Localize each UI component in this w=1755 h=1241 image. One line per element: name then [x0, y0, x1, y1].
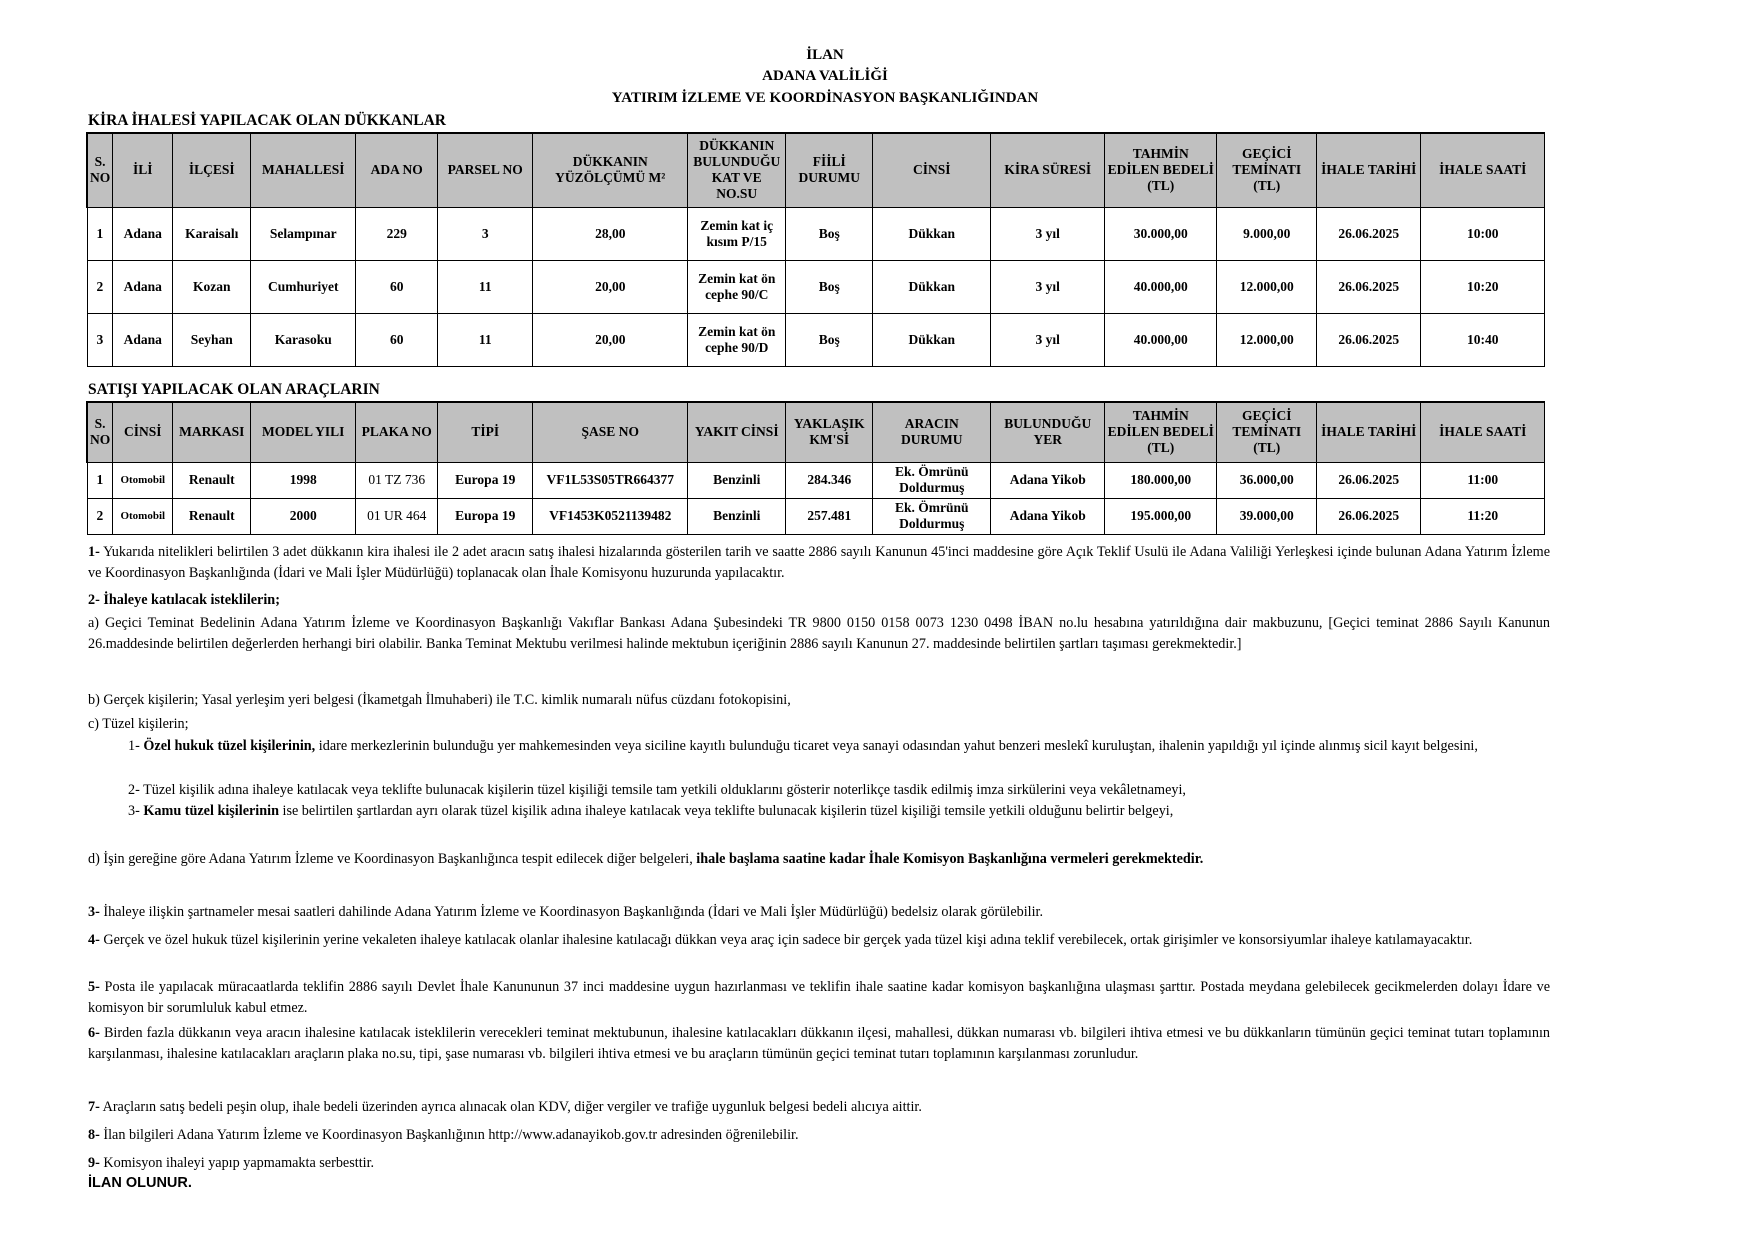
shops-cell: 1: [87, 207, 113, 260]
shops-column-header: ADA NO: [356, 133, 438, 207]
vehicles-cell: 01 TZ 736: [356, 462, 438, 498]
paragraph-6-number: 6-: [88, 1025, 100, 1041]
shops-column-header: DÜKKANIN BULUNDUĞU KAT VE NO.SU: [688, 133, 786, 207]
shops-cell: 3 yıl: [991, 260, 1105, 313]
vehicles-cell: 11:20: [1421, 498, 1545, 534]
vehicles-cell: Ek. Ömrünü Doldurmuş: [873, 462, 991, 498]
vehicles-cell: 26.06.2025: [1317, 498, 1421, 534]
shops-column-header: TAHMİN EDİLEN BEDELİ (TL): [1105, 133, 1217, 207]
table-row: [87, 207, 1545, 260]
paragraph-8: [88, 1125, 1550, 1146]
shops-cell: 20,00: [533, 313, 688, 366]
table-row: [87, 260, 1545, 313]
vehicles-column-header: YAKLAŞIK KM'Sİ: [786, 402, 873, 462]
vehicles-cell: VF1L53S05TR664377: [533, 462, 688, 498]
vehicles-cell: Europa 19: [438, 462, 533, 498]
header-line-2: ADANA VALİLİĞİ: [762, 68, 888, 84]
shops-column-header: KİRA SÜRESİ: [991, 133, 1105, 207]
paragraph-3-number: 3-: [88, 904, 100, 920]
vehicles-cell: Otomobil: [113, 498, 173, 534]
shops-cell: 40.000,00: [1105, 260, 1217, 313]
paragraph-9-text: Komisyon ihaleyi yapıp yapmamakta serbesttir.: [99, 1155, 375, 1171]
header-line-1: İLAN: [806, 47, 844, 63]
shops-cell: 229: [356, 207, 438, 260]
vehicles-cell: Benzinli: [688, 498, 786, 534]
paragraph-8-text: İlan bilgileri Adana Yatırım İzleme ve Koordinasyon Başkanlığının http://www.adanayikob.gov.tr adresinden öğrenilebilir.: [99, 1127, 799, 1143]
shops-cell: 11: [438, 260, 533, 313]
shops-cell: 26.06.2025: [1317, 313, 1421, 366]
shops-cell: 10:40: [1421, 313, 1545, 366]
vehicles-column-header: YAKIT CİNSİ: [688, 402, 786, 462]
vehicles-cell: 2: [87, 498, 113, 534]
shops-cell: Boş: [786, 260, 873, 313]
paragraph-2c-3-number: 3-: [128, 803, 144, 819]
vehicles-column-header: İHALE TARİHİ: [1317, 402, 1421, 462]
vehicles-cell: 257.481: [786, 498, 873, 534]
paragraph-2c-3-text: ise belirtilen şartlardan ayrı olarak tüzel kişilik adına ihaleye katılacak veya teklifte bulunacak kişilerin tüzel kişiliği temsile yetkili olduğunu belirtir belgeyi,: [278, 803, 1174, 819]
vehicles-column-header: CİNSİ: [113, 402, 173, 462]
paragraph-2c-3-bold: Kamu tüzel kişilerinin: [143, 803, 279, 819]
shops-cell: Karasoku: [251, 313, 356, 366]
paragraph-6-text: Birden fazla dükkanın veya aracın ihalesine katılacak isteklilerin verecekleri teminat mektubunun, ihalesine katılacakları dükkanın ilçesi, mahallesi, dükkan numarası vb. bilgileri ihtiva etmesi ve bu dükkanların tümünün geçici teminat tutarı toplamının karşılanması, ihalesine katılacakları araçların plaka no.su, tipi, şase numarası vb. bilgileri ihtiva etmesi ve bu araçların tümünün geçici teminat tutarı toplamının karşılanması zorunludur.: [88, 1025, 1550, 1062]
shops-cell: Zemin kat ön cephe 90/C: [688, 260, 786, 313]
shops-cell: 20,00: [533, 260, 688, 313]
paragraph-7-number: 7-: [88, 1099, 100, 1115]
vehicles-cell: Renault: [173, 462, 251, 498]
paragraph-2-title: [88, 590, 1550, 611]
paragraph-9: [88, 1153, 1550, 1174]
shops-cell: Zemin kat ön cephe 90/D: [688, 313, 786, 366]
vehicles-cell: Ek. Ömrünü Doldurmuş: [873, 498, 991, 534]
shops-cell: Selampınar: [251, 207, 356, 260]
shops-cell: 3 yıl: [991, 207, 1105, 260]
vehicles-table: [86, 401, 1545, 535]
paragraph-4-number: 4-: [88, 932, 100, 948]
vehicles-column-header: ARACIN DURUMU: [873, 402, 991, 462]
paragraph-2-title-text: 2- İhaleye katılacak isteklilerin;: [88, 592, 280, 608]
shops-column-header: CİNSİ: [873, 133, 991, 207]
paragraph-8-number: 8-: [88, 1127, 100, 1143]
shops-cell: 3 yıl: [991, 313, 1105, 366]
shops-cell: 3: [87, 313, 113, 366]
paragraph-2c-1: [88, 736, 1550, 757]
vehicles-cell: Europa 19: [438, 498, 533, 534]
vehicles-cell: VF1453K0521139482: [533, 498, 688, 534]
paragraph-2d-bold: ihale başlama saatine kadar İhale Komisyon Başkanlığına vermeleri gerekmektedir.: [696, 851, 1204, 867]
shops-cell: 28,00: [533, 207, 688, 260]
vehicles-column-header: PLAKA NO: [356, 402, 438, 462]
paragraph-2d-text: d) İşin gereğine göre Adana Yatırım İzleme ve Koordinasyon Başkanlığınca tespit edilecek diğer belgeleri,: [88, 851, 697, 867]
shops-cell: 12.000,00: [1217, 260, 1317, 313]
paragraph-2d: [88, 849, 1550, 870]
vehicles-column-header: S. NO: [87, 402, 113, 462]
shops-cell: Adana: [113, 207, 173, 260]
vehicles-cell: 1998: [251, 462, 356, 498]
shops-cell: Kozan: [173, 260, 251, 313]
paragraph-2c-3: [88, 801, 1550, 822]
paragraph-1-text: Yukarıda nitelikleri belirtilen 3 adet dükkanın kira ihalesi ile 2 adet aracın satış ihalesi hizalarında gösterilen tarih ve saatte 2886 sayılı Kanunun 45'inci maddesine göre Açık Teklif Usulü ile Adana Valiliği Yerleşkesi içinde bulunan Adana Yatırım İzleme ve Koordinasyon Başkanlığında (İdari ve Mali İşler Müdürlüğü) toplanacak olan İhale Komisyonu huzurunda yapılacaktır.: [88, 544, 1550, 581]
shops-column-header: S. NO: [87, 133, 113, 207]
paragraph-3: [88, 902, 1550, 923]
vehicles-cell: Benzinli: [688, 462, 786, 498]
shops-cell: Seyhan: [173, 313, 251, 366]
shops-cell: 60: [356, 260, 438, 313]
shops-column-header: İLÇESİ: [173, 133, 251, 207]
shops-cell: 12.000,00: [1217, 313, 1317, 366]
shops-cell: Karaisalı: [173, 207, 251, 260]
shops-cell: 30.000,00: [1105, 207, 1217, 260]
shops-cell: 10:00: [1421, 207, 1545, 260]
paragraph-3-text: İhaleye ilişkin şartnameler mesai saatleri dahilinde Adana Yatırım İzleme ve Koordinasyon Başkanlığında (İdari ve Mali İşler Müdürlüğü) bedelsiz olarak görülebilir.: [99, 904, 1044, 920]
table-row: [87, 462, 1545, 498]
vehicles-cell: Adana Yikob: [991, 462, 1105, 498]
shops-column-header: MAHALLESİ: [251, 133, 356, 207]
shops-cell: 26.06.2025: [1317, 207, 1421, 260]
closing-statement: İLAN OLUNUR.: [88, 1175, 192, 1191]
paragraph-2c-1-text: idare merkezlerinin bulunduğu yer mahkemesinden veya siciline kayıtlı bulunduğu ticaret veya sanayi odasından yahut benzeri meslekî kuruluştan, ihalenin yapıldığı yıl içinde alınmış sicil kayıt belgesini,: [315, 738, 1478, 754]
shops-cell: 11: [438, 313, 533, 366]
shops-column-header: FİİLİ DURUMU: [786, 133, 873, 207]
vehicles-cell: Renault: [173, 498, 251, 534]
shops-column-header: İHALE TARİHİ: [1317, 133, 1421, 207]
vehicles-column-header: BULUNDUĞU YER: [991, 402, 1105, 462]
vehicles-column-header: ŞASE NO: [533, 402, 688, 462]
vehicles-column-header: MARKASI: [173, 402, 251, 462]
vehicles-cell: 180.000,00: [1105, 462, 1217, 498]
vehicles-cell: 2000: [251, 498, 356, 534]
table-row: [87, 498, 1545, 534]
shops-cell: 2: [87, 260, 113, 313]
vehicles-column-header: GEÇİCİ TEMİNATI (TL): [1217, 402, 1317, 462]
vehicles-cell: 1: [87, 462, 113, 498]
shops-column-header: DÜKKANIN YÜZÖLÇÜMÜ M²: [533, 133, 688, 207]
shops-column-header: İLİ: [113, 133, 173, 207]
paragraph-5: [88, 977, 1550, 1019]
paragraph-2c-1-bold: Özel hukuk tüzel kişilerinin,: [143, 738, 316, 754]
vehicles-cell: 36.000,00: [1217, 462, 1317, 498]
vehicles-cell: Otomobil: [113, 462, 173, 498]
shops-cell: Adana: [113, 313, 173, 366]
paragraph-5-text: Posta ile yapılacak müracaatlarda teklifin 2886 sayılı Devlet İhale Kanununun 37 inci maddesine uygun hazırlanması ve teklifin ihale saatine kadar komisyon başkanlığına ulaşması şarttır. Postada meydana gelebilecek gecikmelerden dolayı İdare ve komisyon bir sorumluluk kabul etmez.: [88, 979, 1550, 1016]
paragraph-2c: c) Tüzel kişilerin;: [88, 716, 189, 732]
paragraph-2a: a) Geçici Teminat Bedelinin Adana Yatırım İzleme ve Koordinasyon Başkanlığı Vakıflar Bankası Adana Şubesindeki TR 9800 0150 0158 0073 1230 0498 İBAN no.lu hesabına yatırıldığına dair makbuzunu, [Geçici teminat 2886 Sayılı Kanunun 26.maddesinde belirtilen değerlerden herhangi biri olabilir. Banka Teminat Mektubu verilmesi halinde mektubun içeriğinin 2886 sayılı Kanunun 27. maddesinde belirtilen şartları taşıması gerekmektedir.]: [88, 615, 1550, 652]
paragraph-4-text: Gerçek ve özel hukuk tüzel kişilerinin yerine vekaleten ihaleye katılacak olanlar ihalesine katılacağı dükkan veya araç için sadece bir gerçek yada tüzel kişi adına teklif verebilecek, ortak girişimler ve konsorsiyumlar ihaleye katılamayacaktır.: [99, 932, 1473, 948]
paragraph-9-number: 9-: [88, 1155, 100, 1171]
shops-cell: 3: [438, 207, 533, 260]
paragraph-4: [88, 930, 1550, 951]
shops-cell: 40.000,00: [1105, 313, 1217, 366]
shops-cell: 26.06.2025: [1317, 260, 1421, 313]
shops-section-title: KİRA İHALESİ YAPILACAK OLAN DÜKKANLAR: [88, 112, 446, 129]
paragraph-2c-2: 2- Tüzel kişilik adına ihaleye katılacak veya teklifte bulunacak kişilerin tüzel kişiliği temsile tam yetkili olduklarını gösterir noterlikçe tasdik edilmiş imza sirkülerini veya vekâletnameyi,: [128, 782, 1186, 798]
vehicles-cell: 195.000,00: [1105, 498, 1217, 534]
paragraph-1-number: 1-: [88, 544, 100, 560]
shops-column-header: PARSEL NO: [438, 133, 533, 207]
shops-cell: Zemin kat iç kısım P/15: [688, 207, 786, 260]
vehicles-cell: 01 UR 464: [356, 498, 438, 534]
paragraph-6: [88, 1023, 1550, 1065]
shops-cell: Cumhuriyet: [251, 260, 356, 313]
vehicles-cell: 11:00: [1421, 462, 1545, 498]
shops-column-header: GEÇİCİ TEMİNATI (TL): [1217, 133, 1317, 207]
vehicles-cell: Adana Yikob: [991, 498, 1105, 534]
shops-cell: 60: [356, 313, 438, 366]
table-row: [87, 313, 1545, 366]
shops-table: [86, 132, 1545, 367]
paragraph-2c-1-number: 1-: [128, 738, 144, 754]
vehicles-column-header: İHALE SAATİ: [1421, 402, 1545, 462]
paragraph-5-number: 5-: [88, 979, 100, 995]
shops-cell: Adana: [113, 260, 173, 313]
shops-cell: Dükkan: [873, 207, 991, 260]
shops-cell: Dükkan: [873, 260, 991, 313]
vehicles-column-header: TİPİ: [438, 402, 533, 462]
vehicles-column-header: MODEL YILI: [251, 402, 356, 462]
paragraph-1: [88, 542, 1550, 584]
vehicles-cell: 26.06.2025: [1317, 462, 1421, 498]
paragraph-2b: b) Gerçek kişilerin; Yasal yerleşim yeri belgesi (İkametgah İlmuhaberi) ile T.C. kimlik numaralı nüfus cüzdanı fotokopisini,: [88, 692, 791, 708]
vehicles-cell: 39.000,00: [1217, 498, 1317, 534]
vehicles-column-header: TAHMİN EDİLEN BEDELİ (TL): [1105, 402, 1217, 462]
shops-cell: Boş: [786, 313, 873, 366]
shops-cell: 9.000,00: [1217, 207, 1317, 260]
shops-column-header: İHALE SAATİ: [1421, 133, 1545, 207]
shops-cell: Boş: [786, 207, 873, 260]
vehicles-section-title: SATIŞI YAPILACAK OLAN ARAÇLARIN: [88, 381, 380, 398]
vehicles-cell: 284.346: [786, 462, 873, 498]
paragraph-7: [88, 1097, 1550, 1118]
header-line-3: YATIRIM İZLEME VE KOORDİNASYON BAŞKANLIĞINDAN: [611, 90, 1039, 106]
shops-cell: 10:20: [1421, 260, 1545, 313]
paragraph-7-text: Araçların satış bedeli peşin olup, ihale bedeli üzerinden ayrıca alınacak olan KDV, diğer vergiler ve trafiğe uygunluk belgesi bedeli alıcıya aittir.: [99, 1099, 922, 1115]
shops-cell: Dükkan: [873, 313, 991, 366]
